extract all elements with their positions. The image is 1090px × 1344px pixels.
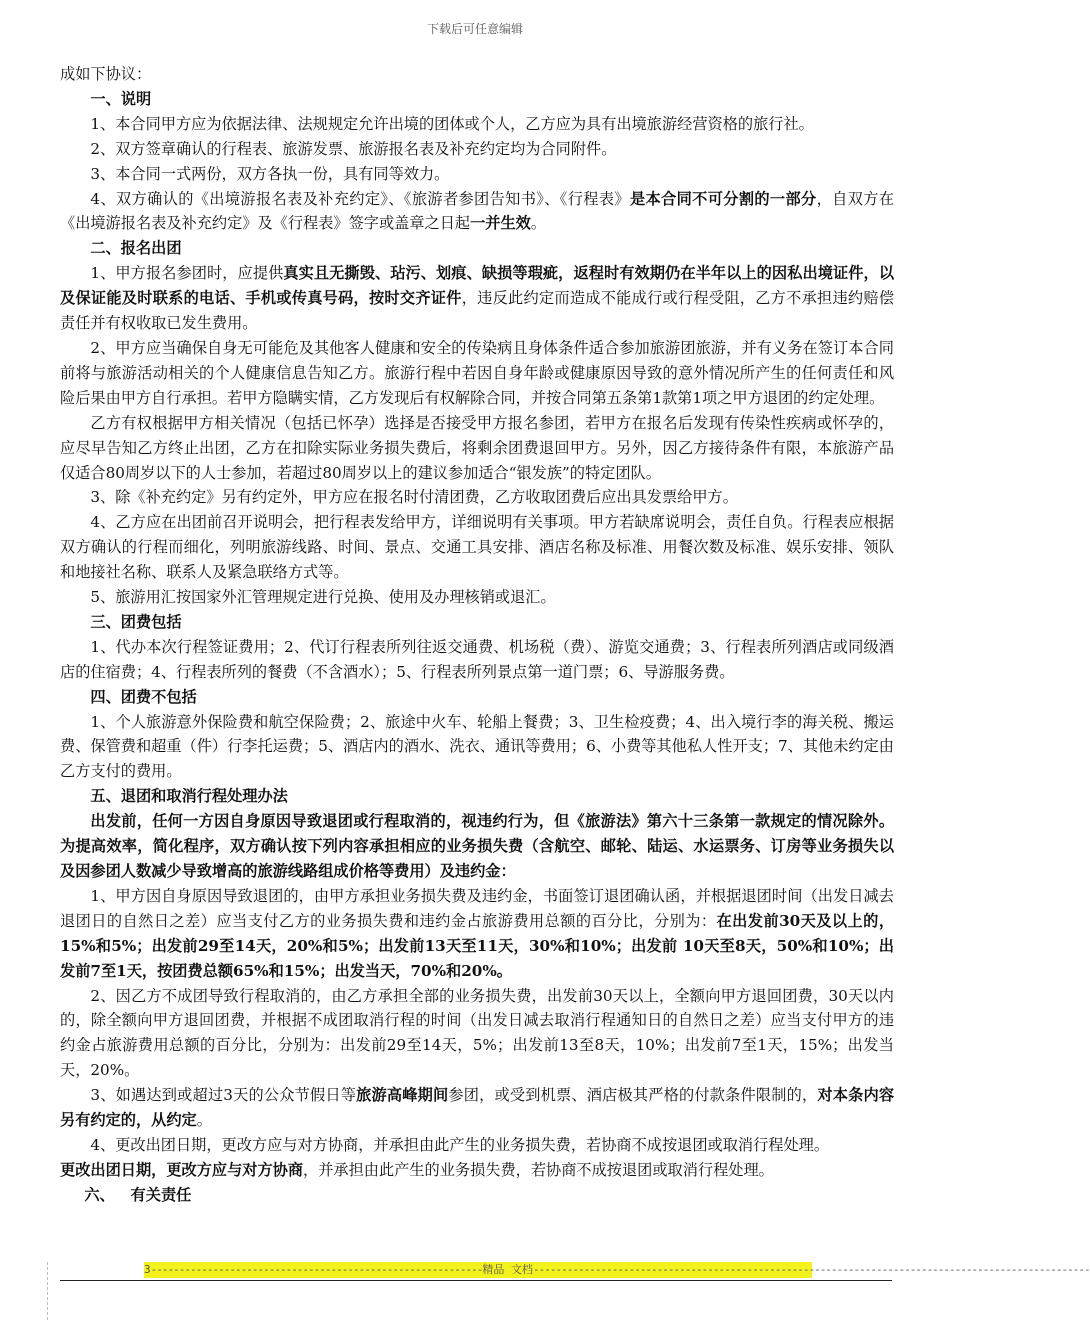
section-2-para-2: 2、甲方应当确保自身无可能危及其他客人健康和安全的传染病且身体条件适合参加旅游团旅游，并有义务在签订本合同前将与旅游活动相关的个人健康信息告知乙方。旅游行程中若因自身年龄或健康原因导致的意外情况所产生的任何责任和风险后果由甲方自行承担。若甲方隐瞒实情，乙方发现后有权解除合同，并按合同第五条第1款第1项之甲方退团的约定处理。 — [60, 338, 894, 407]
section-5-para-0: 出发前，任何一方因自身原因导致退团或行程取消的，视违约行为，但《旅游法》第六十三条第一款规定的情况除外。为提高效率，简化程序，双方确认按下列内容承担相应的业务损失费（含航空、邮轮、陆运、水运票务、订房等业务损失以及因参团人数减少导致增高的旅游线路组成价格等费用）及违约金： — [60, 812, 894, 880]
section-2-para-3: 乙方有权根据甲方相关情况（包括已怀孕）选择是否接受甲方报名参团，若甲方在报名后发现有传染性疾病或怀孕的，应尽早告知乙方终止出团，乙方在扣除实际业务损失费后，将剩余团费退回甲方。另外，因乙方接待条件有限，本旅游产品仅适合80周岁以下的人士参加，若超过80周岁以上的建议参加适合“银发族”的特定团队。 — [60, 413, 894, 482]
footer-dashes-right: --------------------------------------------------------------------------------------------------- — [532, 1263, 1090, 1276]
section-3-para-1: 1、代办本次行程签证费用；2、代订行程表所列往返交通费、机场税（费）、游览交通费；3、行程表所列酒店或同级酒店的住宿费；4、行程表所列的餐费（不含酒水）；5、行程表所列景点第一道门票；6、导游服务费。 — [60, 637, 894, 681]
section-4-para-1: 1、个人旅游意外保险费和航空保险费；2、旅途中火车、轮船上餐费；3、卫生检疫费；4、出入境行李的海关税、搬运费、保管费和超重（件）行李托运费；5、酒店内的酒水、洗衣、通讯等费用；6、小费等其他私人性开支；7、其他未约定由乙方支付的费用。 — [60, 712, 894, 781]
section-5-para-3: 3、如遇达到或超过3天的公众节假日等旅游高峰期间参团，或受到机票、酒店极其严格的付款条件限制的，对本条内容另有约定的，从约定。 — [60, 1086, 895, 1130]
footer-rule — [60, 1280, 892, 1281]
intro-line: 成如下协议： — [60, 65, 152, 83]
section-2-para-1: 1、甲方报名参团时，应提供真实且无撕毁、玷污、划痕、缺损等瑕疵，返程时有效期仍在半年以上的因私出境证件，以及保证能及时联系的电话、手机或传真号码，按时交齐证件，违反此约定而造成不能成行或行程受阻，乙方不承担违约赔偿责任并有权收取已发生费用。 — [60, 264, 895, 333]
section-1-para-3: 3、本合同一式两份，双方各执一份，具有同等效力。 — [90, 164, 450, 183]
footer-page-number: 3 — [144, 1263, 151, 1276]
page-header: 下载后可任意编辑 — [426, 22, 523, 36]
section-4-title: 四、团费不包括 — [90, 687, 197, 706]
section-5-para-1: 1、甲方因自身原因导致退团的，由甲方承担业务损失费及违约金，书面签订退团确认函，并根据退团时间（出发日减去退团日的自然日之差）应当支付乙方的业务损失费和违约金占旅游费用总额的百分比，分别为：在出发前30天及以上的，15%和5%；出发前29至14天，20%和5%；出发前13天至11天，30%和10%；出发前 10天至8天，50%和10%；出发前7至1天，按团费总额65%和15%；出发当天，70%和20%。 — [60, 886, 895, 980]
section-5-title: 五、退团和取消行程处理办法 — [90, 787, 288, 806]
footer-band — [144, 1262, 1090, 1278]
section-1-para-4: 4、双方确认的《出境游报名表及补充约定》、《旅游者参团告知书》、《行程表》是本合同不可分割的一部分，自双方在《出境游报名表及补充约定》及《行程表》签字或盖章之日起一并生效。 — [60, 189, 895, 233]
section-2-title: 二、报名出团 — [90, 239, 182, 258]
section-6-title: 六、 有关责任 — [84, 1185, 192, 1204]
footer-label: 精品 文档 — [482, 1263, 533, 1276]
section-1-para-2: 2、双方签章确认的行程表、旅游发票、旅游报名表及补充约定均为合同附件。 — [90, 139, 617, 158]
section-3-title: 三、团费包括 — [90, 612, 182, 631]
section-5-para-2: 2、因乙方不成团导致行程取消的，由乙方承担全部的业务损失费，出发前30天以上，全额向甲方退回团费，30天以内的，除全额向甲方退回团费，并根据不成团取消行程的时间（出发日减去取消行程通知日的自然日之差）应当支付甲方的违约金占旅游费用总额的百分比，分别为：出发前29至14天，5%；出发前13至8天，10%；出发前7至1天，15%；出发当天，20%。 — [60, 986, 894, 1080]
section-2-para-4: 3、除《补充约定》另有约定外，甲方应在报名时付清团费，乙方收取团费后应出具发票给甲方。 — [90, 488, 738, 507]
document-body — [60, 62, 894, 1208]
section-1-title: 一、说明 — [90, 89, 152, 108]
section-2-para-5: 4、乙方应在出团前召开说明会，把行程表发给甲方，详细说明有关事项。甲方若缺席说明会，责任自负。行程表应根据双方确认的行程而细化，列明旅游线路、时间、景点、交通工具安排、酒店名称及标准、用餐次数及标准、娱乐安排、领队和地接社名称、联系人及紧急联络方式等。 — [60, 513, 894, 582]
section-5-para-5: 更改出团日期，更改方应与对方协商，并承担由此产生的业务损失费，若协商不成按退团或取消行程处理。 — [60, 1160, 774, 1179]
footer-dashes-left: ----------------------------------------------------------- — [150, 1263, 483, 1276]
section-1-para-1: 1、本合同甲方应为依据法律、法规规定允许出境的团体或个人，乙方应为具有出境旅游经营资格的旅行社。 — [90, 114, 814, 133]
section-5-para-4: 4、更改出团日期，更改方应与对方协商，并承担由此产生的业务损失费，若协商不成按退团或取消行程处理。 — [90, 1135, 830, 1154]
section-2-para-6: 5、旅游用汇按国家外汇管理规定进行兑换、使用及办理核销或退汇。 — [90, 588, 556, 607]
margin-guide-line — [47, 1262, 48, 1320]
